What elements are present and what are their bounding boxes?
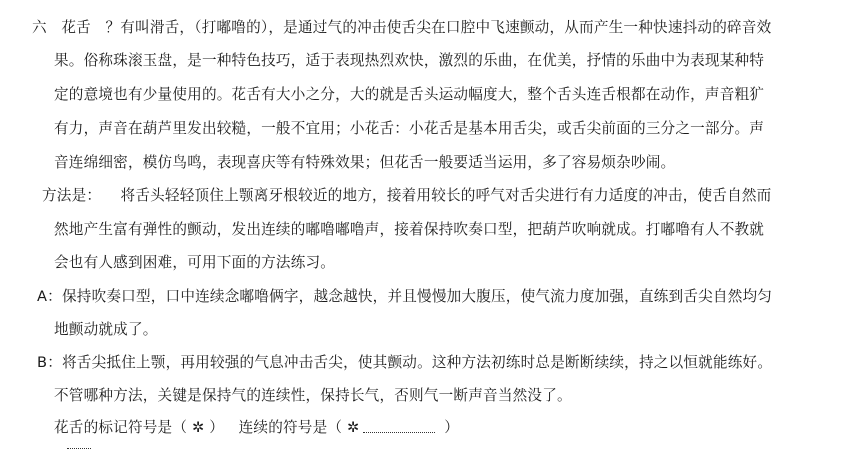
section-title: 花舌 [61,19,91,36]
paragraph-line: 然地产生富有弹性的颤动，发出连续的嘟噜嘟噜声，接着保持吹奏口型，把葫芦吹响就成。打嘟噜有人不教就 [54,221,765,238]
continuous-symbol-icon: ✲ [347,419,360,436]
paragraph-line: 定的意境也有少量使用的。花舌有大小之分，大的就是舌头运动幅度大，整个舌头连舌根都在动作，声音粗犷 [54,86,765,103]
paragraph-line: 会也有人感到困难，可用下面的方法练习。 [54,254,336,271]
paragraph-line: 地颤动就成了。 [54,321,158,338]
continuous-notation-close: ） [444,419,460,436]
flutter-notation-label: 花舌的标记符号是（ [54,419,188,436]
section-number: 六 [32,19,47,36]
item-a-first-line [37,287,772,307]
flutter-symbol-icon: ✲ [192,419,205,436]
item-b-label: B： [37,354,63,371]
paragraph-line: 将舌头轻轻顶住上颚离牙根较近的地方，接着用较长的呼气对舌尖进行有力适度的冲击，使舌自然而 [120,187,772,204]
paragraph-line: 音连绵细密，模仿鸟鸣，表现喜庆等有特殊效果；但花舌一般要适当运用，多了容易烦杂吵闹。 [54,154,676,171]
paragraph-line: 果。俗称珠滚玉盘，是一种特色技巧，适于表现热烈欢快，激烈的乐曲，在优美，抒情的乐曲中为表现某种特 [54,52,765,69]
item-b-first-line [37,353,772,373]
method-label: 方法是： [42,187,102,204]
paragraph-line: 不管哪种方法，关键是保持气的连续性，保持长气，否则气一断声音当然没了。 [54,387,572,404]
paragraph-line: 有力，声音在葫芦里发出较糙，一般不宜用；小花舌：小花舌是基本用舌尖，或舌尖前面的三分之一部分。声 [54,120,765,137]
continuous-dotted-line [363,423,435,433]
section-heading-line [32,18,771,38]
notation-line [54,418,459,438]
paragraph-line: ？有叫滑舌，（打嘟噜的），是通过气的冲击使舌尖在口腔中飞速颤动，从而产生一种快速抖动的碎音效 [105,19,772,36]
paragraph-line: 将舌尖抵住上颚，再用较强的气息冲击舌尖，使其颤动。这种方法初练时总是断断续续，持之以恒就能练好。 [62,354,773,371]
method-first-line [42,186,771,206]
item-a-label: A： [37,288,62,305]
continuation-dotted-line [67,447,91,449]
paragraph-line: 保持吹奏口型，口中连续念嘟噜俩字，越念越快，并且慢慢加大腹压，使气流力度加强，直练到舌尖自然均匀 [61,288,773,305]
continuous-notation-label: 连续的符号是（ [238,419,343,436]
flutter-notation-close: ） [209,419,225,436]
